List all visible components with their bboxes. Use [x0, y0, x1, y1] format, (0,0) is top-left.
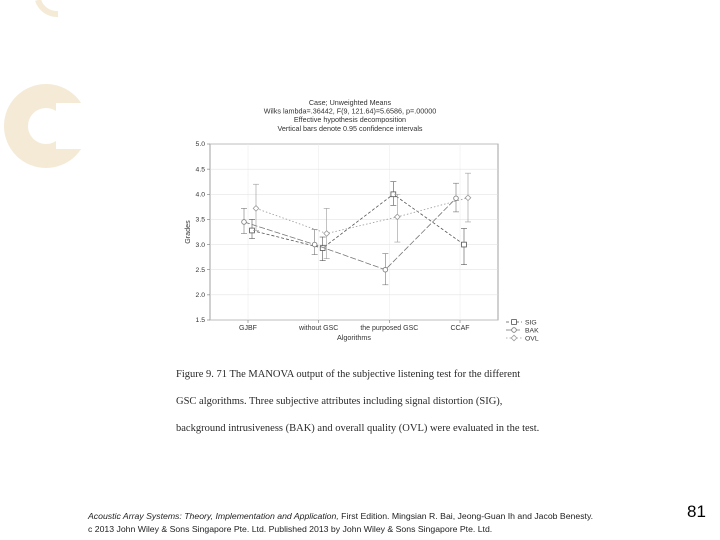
bak-point: [454, 196, 459, 201]
legend-marker: [511, 335, 517, 341]
bak-point: [312, 242, 317, 247]
x-tick-label: the purposed GSC: [360, 325, 419, 332]
citation-copyright: c 2013 John Wiley & Sons Singapore Pte. Ltd. Published 2013 by John Wiley & Sons Singapore Pte. Ltd.: [88, 524, 493, 534]
x-axis: [239, 320, 469, 342]
caption-line-2: GSC algorithms. Three subjective attributes including signal distortion (SIG),: [176, 396, 503, 407]
legend-marker: [512, 328, 517, 333]
bak-line: [244, 198, 456, 269]
decorative-ring-graphic: [0, 0, 82, 200]
sig-line: [252, 194, 464, 248]
y-tick-label: 2.0: [195, 292, 205, 300]
ovl-point: [465, 195, 471, 201]
chart-legend: [506, 319, 539, 342]
citation-book-title: Acoustic Array Systems: Theory, Implementation and Application,: [88, 511, 339, 521]
chart-title-line: Wilks lambda=.36442, F(9, 121.64)=5.6586, p=.00000: [263, 106, 437, 116]
chart-title-line: Case; Unweighted Means: [308, 98, 392, 107]
manova-chart: [178, 96, 558, 352]
ovl-line: [256, 198, 468, 234]
top-ring-arc: [38, 0, 58, 14]
chart-title-block: [264, 98, 436, 133]
citation-details: First Edition. Mingsian R. Bai, Jeong-Guan Ih and Jacob Benesty.: [338, 511, 594, 521]
y-tick-label: 3.5: [195, 216, 205, 224]
chart-title-line: Effective hypothesis decomposition: [293, 115, 407, 125]
y-tick-label: 4.5: [195, 166, 205, 174]
ovl-point: [253, 206, 259, 212]
y-axis-label: Grades: [183, 220, 192, 244]
y-tick-label: 3.0: [195, 241, 205, 249]
y-tick-label: 2.5: [195, 266, 205, 274]
legend-label: BAK: [525, 327, 539, 335]
ring-gap: [56, 103, 82, 149]
y-axis: [183, 141, 210, 324]
ovl-point: [395, 214, 401, 220]
legend-label: OVL: [525, 335, 539, 343]
legend-label: SIG: [525, 319, 537, 327]
sig-point: [462, 242, 467, 247]
bak-point: [242, 220, 247, 225]
y-tick-label: 4.0: [195, 191, 205, 199]
bak-point: [383, 267, 388, 272]
x-tick-label: GJBF: [239, 325, 257, 332]
chart-title-line: Vertical bars denote 0.95 confidence intervals: [277, 123, 423, 133]
caption-line-3: background intrusiveness (BAK) and overall quality (OVL) were evaluated in the test.: [176, 423, 540, 434]
chart-series: [241, 173, 471, 285]
citation: [88, 510, 593, 536]
legend-marker: [512, 320, 517, 325]
y-tick-label: 5.0: [195, 141, 205, 149]
x-axis-label: Algorithms: [337, 333, 371, 342]
x-tick-label: without GSC: [299, 325, 339, 332]
ovl-point: [324, 231, 330, 237]
page-number: 81: [687, 502, 706, 521]
figure-caption: [176, 368, 556, 449]
x-tick-label: CCAF: [450, 325, 470, 332]
caption-line-1: Figure 9. 71 The MANOVA output of the subjective listening test for the different: [176, 369, 521, 380]
y-tick-label: 1.5: [195, 317, 205, 325]
